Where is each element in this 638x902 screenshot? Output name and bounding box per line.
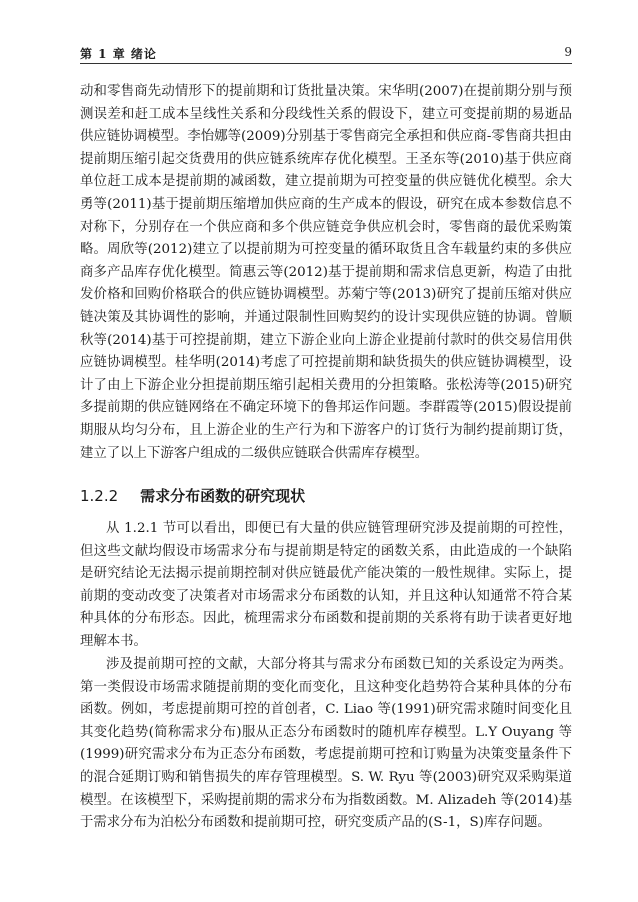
chapter-title: 第 1 章 绪论 [80, 47, 157, 61]
body-paragraph-1: 动和零售商先动情形下的提前期和订货批量决策。宋华明(2007)在提前期分别与预测误差和赶工成本呈线性关系和分段线性关系的假设下，建立可变提前期的易逝品供应链协调模型。李怡娜等(2009)分别基于零售商完全承担和供应商-零售商共担由提前期压缩引起交货费用的供应链系统库存优化模型。王圣东等(2010)基于供应商单位赶工成本是提前期的减函数，建立提前期为可控变量的供应链优化模型。余大勇等(2011)基于提前期压缩增加供应商的生产成本的假设，研究在成本参数信息不对称下，分别存在一个供应商和多个供应链竞争供应机会时，零售商的最优采购策略。周欣等(2012)建立了以提前期为可控变量的循环取货且含车载量约束的多供应商多产品库存优化模型。简惠云等(2012)基于提前期和需求信息更新，构造了由批发价格和回购价格联合的供应链协调模型。苏菊宁等(2013)研究了提前压缩对供应链决策及其协调性的影响，并通过限制性回购契约的设计实现供应链的协调。曾顺秋等(2014)基于可控提前期，建立下游企业向上游企业提前付款时的供交易信用供应链协调模型。桂华明(2014)考虑了可控提前期和缺货损失的供应链协调模型，设计了由上下游企业分担提前期压缩引起相关费用的分担策略。张松涛等(2015)研究多提前期的供应链网络在不确定环境下的鲁邦运作问题。李群霞等(2015)假设提前期服从均匀分布，且上游企业的生产行为和下游客户的订货行为制约提前期订货，建立了以上下游客户组成的二级供应链联合供需库存模型。 [80, 84, 572, 461]
running-header [80, 42, 572, 62]
section-number: 1.2.2 [80, 487, 119, 505]
page-number: 9 [564, 45, 572, 59]
body-paragraph-2: 从 1.2.1 节可以看出，即便已有大量的供应链管理研究涉及提前期的可控性，但这些文献均假设市场需求分布与提前期是特定的函数关系，由此造成的一个缺陷是研究结论无法揭示提前期控制对供应链最优产能决策的一般性规律。实际上，提前期的变动改变了决策者对市场需求分布函数的认知，并且这种认知通常不符合某种具体的分布形态。因此，梳理需求分布函数和提前期的关系将有助于读者更好地理解本书。 [80, 521, 572, 649]
section-heading [80, 485, 305, 506]
header-rule [80, 63, 572, 64]
section-title: 需求分布函数的研究现状 [140, 487, 306, 505]
body-paragraph-3: 涉及提前期可控的文献，大部分将其与需求分布函数已知的关系设定为两类。第一类假设市场需求随提前期的变化而变化，且这种变化趋势符合某种具体的分布函数。例如，考虑提前期可控的首创者，C. Liao 等(1991)研究需求随时间变化且其变化趋势(简称需求分布)服从正态分布函数时的随机库存模型。L.Y Ouyang 等(1999)研究需求分布为正态分布函数，考虑提前期可控和订购量为决策变量条件下的混合延期订购和销售损失的库存管理模型。S. W. Ryu 等(2003)研究双采购渠道模型。在该模型下，采购提前期的需求分布为指数函数。M. Alizadeh 等(2014)基于需求分布为泊松分布函数和提前期可控，研究变质产品的(S-1，S)库存问题。 [80, 657, 572, 831]
